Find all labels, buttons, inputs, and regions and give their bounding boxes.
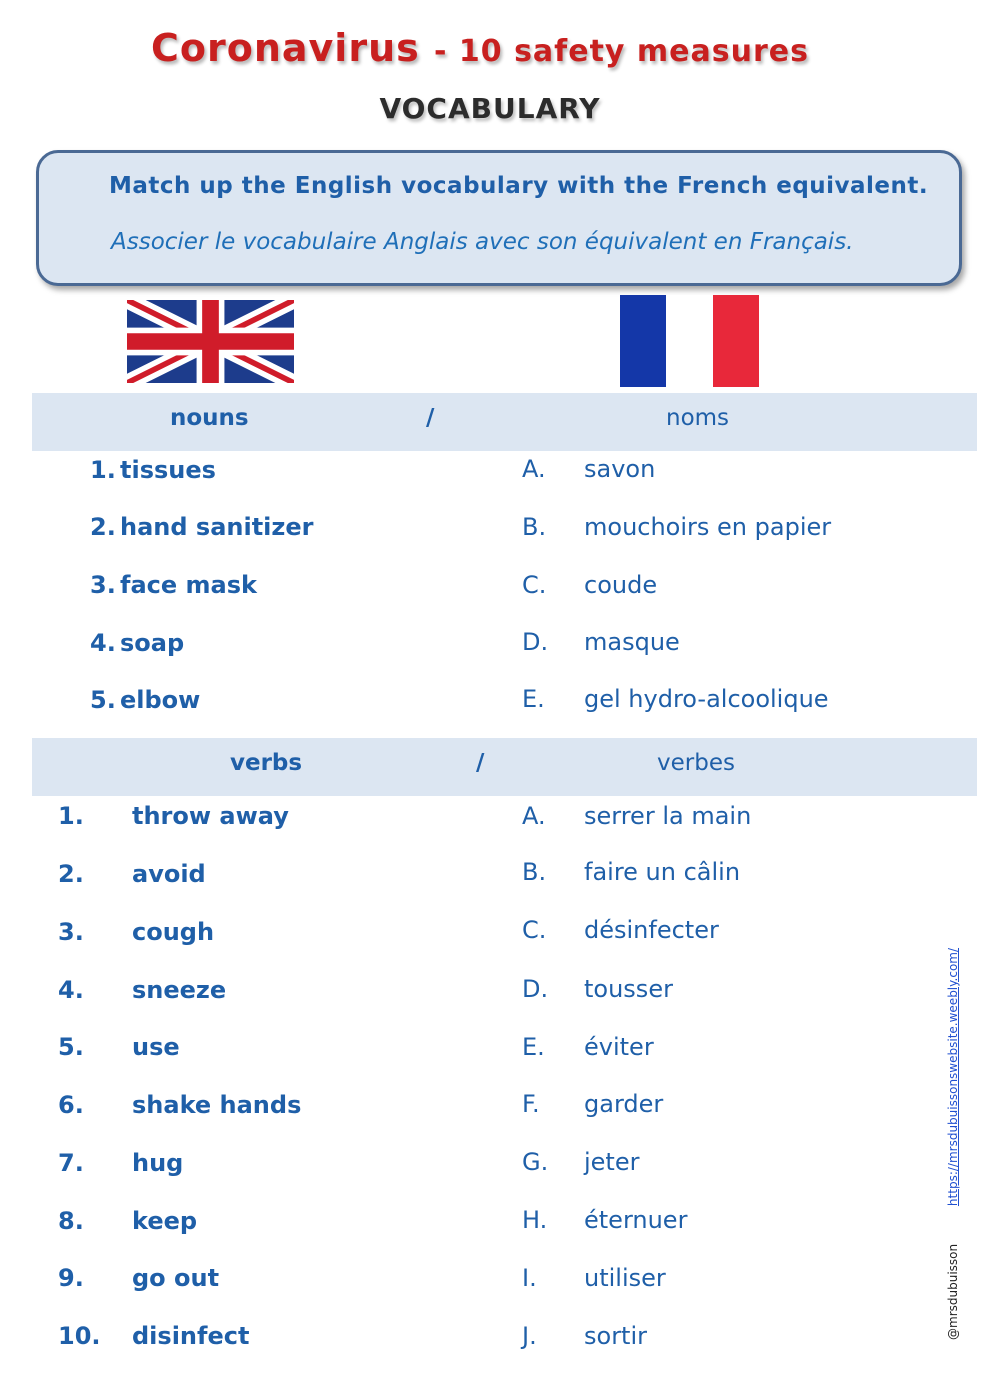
verb-fr-letter: E. [522, 1033, 545, 1061]
verb-fr-letter: G. [522, 1148, 549, 1176]
verb-en-word: keep [132, 1207, 198, 1235]
page-subtitle: VOCABULARY [379, 92, 601, 125]
verbs-header-french: verbes [657, 750, 735, 776]
nouns-header-band [32, 393, 977, 451]
verb-fr-letter: I. [522, 1264, 537, 1292]
verb-en-num: 8. [58, 1207, 84, 1235]
verb-en-word: hug [132, 1149, 184, 1177]
verb-en-word: use [132, 1033, 180, 1061]
noun-en-num: 5. [90, 686, 116, 714]
noun-en-word: soap [120, 629, 185, 657]
nouns-header-english: nouns [170, 405, 249, 431]
verb-fr-word: faire un câlin [584, 858, 741, 886]
verb-fr-letter: A. [522, 802, 546, 830]
noun-en-word: hand sanitizer [120, 513, 314, 541]
noun-fr-letter: A. [522, 455, 546, 483]
noun-en-word: tissues [120, 456, 216, 484]
verb-en-num: 9. [58, 1264, 84, 1292]
verb-en-num: 10. [58, 1322, 101, 1350]
verb-en-word: throw away [132, 802, 289, 830]
noun-fr-word: gel hydro-alcoolique [584, 685, 829, 713]
noun-fr-letter: E. [522, 685, 545, 713]
france-flag-icon [620, 295, 759, 387]
verb-fr-word: utiliser [584, 1264, 666, 1292]
verb-en-num: 3. [58, 918, 84, 946]
verb-fr-letter: F. [522, 1090, 540, 1118]
verb-fr-letter: J. [522, 1322, 537, 1350]
instructions-english: Match up the English vocabulary with the French equivalent. [109, 173, 929, 199]
verb-fr-letter: H. [522, 1206, 548, 1234]
verb-en-num: 1. [58, 802, 84, 830]
instructions-french: Associer le vocabulaire Anglais avec son équivalent en Français. [111, 229, 854, 255]
footer-credit-text [946, 948, 960, 1340]
verb-fr-letter: B. [522, 858, 547, 886]
uk-flag-icon [127, 300, 294, 383]
verb-en-num: 2. [58, 860, 84, 888]
verb-en-word: shake hands [132, 1091, 302, 1119]
verb-en-word: go out [132, 1264, 220, 1292]
nouns-header-french: noms [666, 405, 730, 431]
france-flag-white [666, 295, 712, 387]
noun-en-num: 3. [90, 571, 116, 599]
instructions-box [36, 150, 962, 286]
verb-en-num: 4. [58, 976, 84, 1004]
verb-fr-word: jeter [584, 1148, 640, 1176]
verbs-header-separator: / [476, 750, 485, 776]
verb-en-word: avoid [132, 860, 206, 888]
verbs-header-band [32, 738, 977, 796]
france-flag-red [713, 295, 759, 387]
verb-en-num: 6. [58, 1091, 84, 1119]
verb-fr-word: sortir [584, 1322, 647, 1350]
verb-en-num: 7. [58, 1149, 84, 1177]
nouns-header-separator: / [426, 405, 435, 431]
noun-fr-letter: B. [522, 513, 547, 541]
noun-en-num: 1. [90, 456, 116, 484]
noun-fr-word: mouchoirs en papier [584, 513, 832, 541]
verbs-header-english: verbs [230, 750, 303, 776]
verb-fr-word: éternuer [584, 1206, 688, 1234]
noun-fr-word: savon [584, 455, 656, 483]
page-title [0, 26, 960, 70]
noun-fr-letter: D. [522, 628, 549, 656]
france-flag-blue [620, 295, 666, 387]
title-part-a: Coronavirus [151, 26, 420, 70]
title-part-b: - 10 safety measures [433, 34, 809, 69]
verb-fr-letter: C. [522, 916, 547, 944]
verb-en-word: sneeze [132, 976, 227, 1004]
author-handle: @mrsdubuisson [946, 1243, 960, 1340]
verb-en-word: cough [132, 918, 215, 946]
website-link[interactable]: https://mrsdubuissonswebsite.weebly.com/ [946, 947, 960, 1207]
noun-en-word: face mask [120, 571, 257, 599]
footer-credit [944, 920, 964, 1340]
verb-fr-word: éviter [584, 1033, 654, 1061]
verb-fr-word: serrer la main [584, 802, 752, 830]
verb-fr-word: tousser [584, 975, 673, 1003]
noun-fr-word: masque [584, 628, 680, 656]
noun-fr-letter: C. [522, 571, 547, 599]
verb-fr-letter: D. [522, 975, 549, 1003]
verb-fr-word: désinfecter [584, 916, 719, 944]
noun-en-word: elbow [120, 686, 201, 714]
verb-en-word: disinfect [132, 1322, 250, 1350]
verb-fr-word: garder [584, 1090, 664, 1118]
noun-en-num: 2. [90, 513, 116, 541]
noun-fr-word: coude [584, 571, 658, 599]
verb-en-num: 5. [58, 1033, 84, 1061]
noun-en-num: 4. [90, 629, 116, 657]
